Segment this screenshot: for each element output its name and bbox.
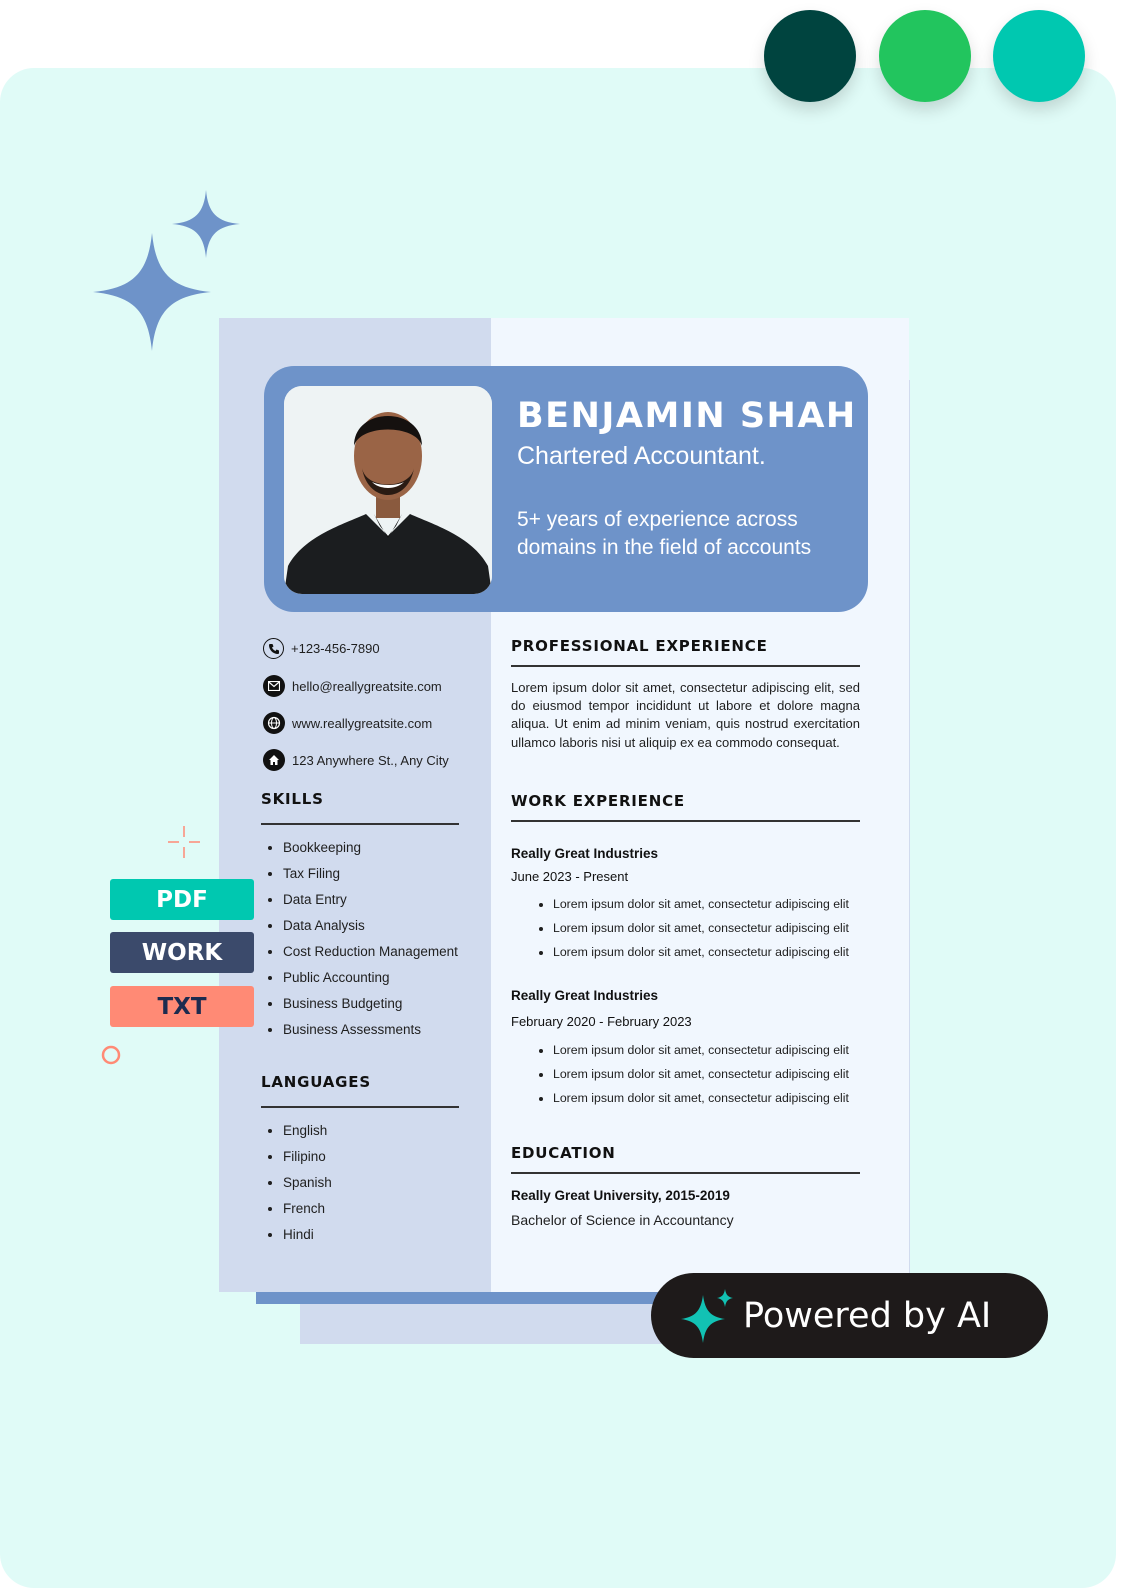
list-item: • Bookkeeping bbox=[283, 838, 458, 864]
list-item: • English bbox=[283, 1121, 332, 1147]
address-text: 123 Anywhere St., Any City bbox=[292, 752, 449, 768]
list-item: • Cost Reduction Management bbox=[283, 942, 458, 968]
sparkle-small-icon bbox=[172, 190, 240, 258]
skills-divider bbox=[261, 823, 459, 825]
txt-format-button[interactable]: TXT bbox=[110, 986, 254, 1027]
languages-heading: LANGUAGES bbox=[261, 1073, 371, 1091]
globe-icon bbox=[263, 712, 285, 734]
job-bullets bbox=[535, 895, 849, 967]
list-item: • Lorem ipsum dolor sit amet, consectetur adipiscing elit bbox=[553, 919, 849, 943]
profile-photo bbox=[284, 386, 492, 594]
education-divider bbox=[511, 1172, 860, 1174]
email-icon bbox=[263, 675, 285, 697]
list-item: • Spanish bbox=[283, 1173, 332, 1199]
ai-sparkle-icon bbox=[681, 1289, 735, 1343]
list-item: • Lorem ipsum dolor sit amet, consectetur adipiscing elit bbox=[553, 1041, 849, 1065]
languages-list bbox=[261, 1121, 332, 1251]
list-item: • Filipino bbox=[283, 1147, 332, 1173]
list-item: • Public Accounting bbox=[283, 968, 458, 994]
job-bullets bbox=[535, 1041, 849, 1113]
crosshair-icon bbox=[168, 826, 200, 858]
pdf-format-button[interactable]: PDF bbox=[110, 879, 254, 920]
job-company: Really Great Industries bbox=[511, 988, 659, 1003]
email-text: hello@reallygreatsite.com bbox=[292, 678, 442, 694]
professional-experience-heading: PROFESSIONAL EXPERIENCE bbox=[511, 637, 768, 655]
list-item: • Hindi bbox=[283, 1225, 332, 1251]
color-swatch-green[interactable] bbox=[879, 10, 971, 102]
skills-heading: SKILLS bbox=[261, 790, 324, 808]
languages-divider bbox=[261, 1106, 459, 1108]
professional-summary: Lorem ipsum dolor sit amet, consectetur adipiscing elit, sed do eiusmod tempor incididunt ut labore et dolore magna aliqua. Ut enim ad minim veniam, quis nostrud exercitation ullamco laboris nisi ut aliquip ex ea commodo consequat. bbox=[511, 680, 860, 750]
color-swatch-teal[interactable] bbox=[993, 10, 1085, 102]
ring-icon bbox=[100, 1044, 122, 1066]
skills-list bbox=[261, 838, 458, 1046]
contact-email bbox=[263, 675, 442, 697]
list-item: • Business Budgeting bbox=[283, 994, 458, 1020]
website-text: www.reallygreatsite.com bbox=[292, 715, 433, 731]
phone-icon bbox=[263, 638, 284, 659]
phone-text: +123-456-7890 bbox=[291, 641, 380, 656]
powered-by-ai-badge[interactable] bbox=[651, 1273, 1048, 1358]
color-swatch-dark-green[interactable] bbox=[764, 10, 856, 102]
contact-address bbox=[263, 749, 449, 771]
professional-divider bbox=[511, 665, 860, 667]
contact-phone bbox=[263, 638, 380, 659]
list-item: • Lorem ipsum dolor sit amet, consectetur adipiscing elit bbox=[553, 1065, 849, 1089]
list-item: • Tax Filing bbox=[283, 864, 458, 890]
list-item: • French bbox=[283, 1199, 332, 1225]
list-item: • Lorem ipsum dolor sit amet, consectetur adipiscing elit bbox=[553, 943, 849, 967]
list-item: • Lorem ipsum dolor sit amet, consectetur adipiscing elit bbox=[553, 895, 849, 919]
contact-website bbox=[263, 712, 432, 734]
education-school: Really Great University, 2015-2019 bbox=[511, 1188, 730, 1203]
list-item: • Business Assessments bbox=[283, 1020, 458, 1046]
work-format-button[interactable]: WORK bbox=[110, 932, 254, 973]
resume-header bbox=[264, 366, 868, 612]
candidate-summary: 5+ years of experience across domains in the field of accounts bbox=[517, 508, 812, 559]
resume-page[interactable] bbox=[219, 318, 909, 1292]
candidate-name: BENJAMIN SHAH bbox=[517, 396, 857, 436]
work-experience-heading: WORK EXPERIENCE bbox=[511, 792, 685, 810]
list-item: • Data Entry bbox=[283, 890, 458, 916]
education-degree: Bachelor of Science in Accountancy bbox=[511, 1212, 734, 1228]
education-heading: EDUCATION bbox=[511, 1144, 616, 1162]
job-dates: June 2023 - Present bbox=[511, 869, 629, 884]
list-item: • Lorem ipsum dolor sit amet, consectetur adipiscing elit bbox=[553, 1089, 849, 1113]
list-item: • Data Analysis bbox=[283, 916, 458, 942]
home-icon bbox=[263, 749, 285, 771]
job-company: Really Great Industries bbox=[511, 846, 659, 861]
ai-label: Powered by AI bbox=[743, 1295, 992, 1336]
work-divider bbox=[511, 820, 860, 822]
candidate-title: Chartered Accountant. bbox=[517, 442, 766, 470]
job-dates: February 2020 - February 2023 bbox=[511, 1014, 692, 1029]
